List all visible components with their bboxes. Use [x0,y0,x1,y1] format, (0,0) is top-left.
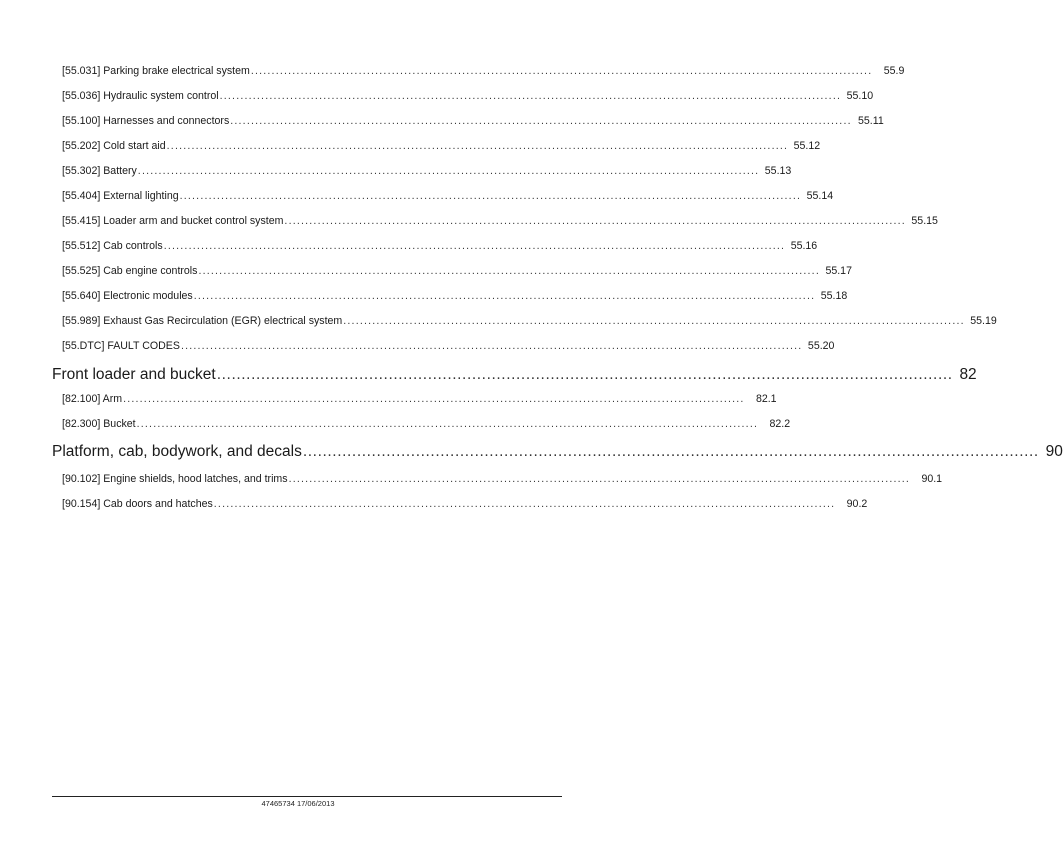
dot-leader: ...................................................................................................................................................... [216,366,953,383]
toc-entry-title: [55.404] External lighting [62,190,179,202]
toc-entry-title: [55.302] Battery [62,165,137,177]
dot-leader: ...................................................................................................................................................... [213,498,836,510]
toc-entry-page: 55.9 [883,65,905,77]
dot-leader: ...................................................................................................................................................... [219,90,842,102]
toc-section-page: 90 [1045,443,1063,460]
toc-entry-page: 82.2 [769,418,791,430]
toc-entry[interactable] [62,165,792,177]
dot-leader: ...................................................................................................................................................... [123,393,745,405]
toc-entry[interactable] [62,240,818,252]
toc-section-heading[interactable] [52,366,977,384]
toc-entry-page: 90.1 [921,473,943,485]
footer-divider [52,796,562,797]
toc-entry-title: [55.512] Cab controls [62,240,163,252]
toc-entry[interactable] [62,215,938,227]
toc-entry[interactable] [62,115,884,127]
toc-entry-title: [55.640] Electronic modules [62,290,193,302]
footer-document-id: 47465734 17/06/2013 [261,799,335,808]
toc-entry[interactable] [62,90,874,102]
toc-entry[interactable] [62,265,852,277]
toc-entry-title: [82.100] Arm [62,393,123,405]
dot-leader: ...................................................................................................................................................... [302,443,1039,460]
toc-entry-page: 55.17 [825,265,852,277]
toc-entry-title: [55.525] Cab engine controls [62,265,198,277]
toc-entry[interactable] [62,65,905,77]
dot-leader: ...................................................................................................................................................... [198,265,820,277]
toc-entry[interactable] [62,340,835,352]
toc-entry-page: 90.2 [846,498,868,510]
toc-entry-page: 55.20 [807,340,835,352]
toc-entry-title: [55.DTC] FAULT CODES [62,340,180,352]
toc-entry[interactable] [62,498,868,510]
dot-leader: ...................................................................................................................................................... [137,165,760,177]
dot-leader: ...................................................................................................................................................... [179,190,802,202]
toc-entry-title: [82.300] Bucket [62,418,136,430]
dot-leader: ...................................................................................................................................................... [343,315,965,327]
dot-leader: ...................................................................................................................................................... [136,418,759,430]
toc-entry[interactable] [62,473,943,485]
dot-leader: ...................................................................................................................................................... [284,215,906,227]
toc-entry-page: 55.14 [806,190,834,202]
dot-leader: ...................................................................................................................................................... [180,340,803,352]
toc-entry-page: 55.10 [846,90,874,102]
toc-entry-page: 55.12 [793,140,821,152]
toc-entry-title: [90.154] Cab doors and hatches [62,498,213,510]
toc-entry-page: 55.15 [911,215,938,227]
dot-leader: ...................................................................................................................................................... [166,140,789,152]
dot-leader: ...................................................................................................................................................... [163,240,786,252]
toc-entry-title: [55.036] Hydraulic system control [62,90,219,102]
toc-entry-page: 82.1 [755,393,777,405]
toc-entry-title: [55.989] Exhaust Gas Recirculation (EGR) electrical system [62,315,343,327]
toc-section-heading[interactable] [52,443,1063,461]
toc-entry-page: 55.13 [764,165,792,177]
dot-leader: ...................................................................................................................................................... [250,65,873,77]
toc-entry-title: [55.202] Cold start aid [62,140,166,152]
toc-section-title: Front loader and bucket [52,366,216,383]
toc-entry-page: 55.16 [790,240,818,252]
dot-leader: ...................................................................................................................................................... [193,290,816,302]
toc-entry[interactable] [62,418,791,430]
toc-entry[interactable] [62,315,997,327]
toc-entry-page: 55.19 [970,315,997,327]
toc-entry-title: [90.102] Engine shields, hood latches, and trims [62,473,288,485]
dot-leader: ...................................................................................................................................................... [288,473,911,485]
toc-entry[interactable] [62,393,777,405]
toc-section-page: 82 [959,366,977,383]
toc-section-title: Platform, cab, bodywork, and decals [52,443,302,460]
toc-entry-page: 55.11 [858,115,884,127]
toc-entry-page: 55.18 [820,290,848,302]
toc-entry-title: [55.100] Harnesses and connectors [62,115,230,127]
toc-entry[interactable] [62,190,834,202]
toc-entry-title: [55.031] Parking brake electrical system [62,65,250,77]
toc-entry[interactable] [62,290,848,302]
toc-entry[interactable] [62,140,821,152]
dot-leader: ...................................................................................................................................................... [230,115,852,127]
toc-entry-title: [55.415] Loader arm and bucket control system [62,215,284,227]
